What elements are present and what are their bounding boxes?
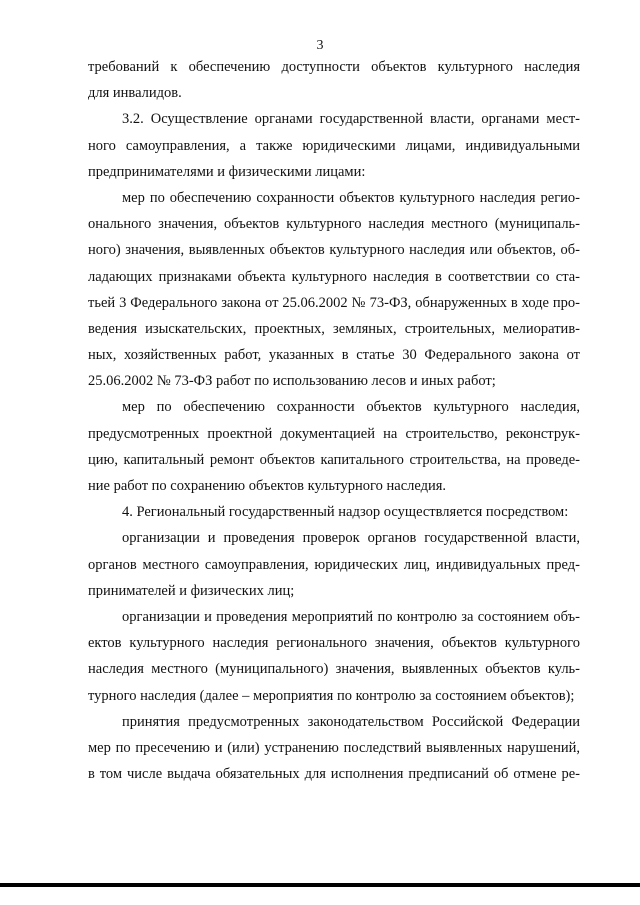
- text-line: 25.06.2002 № 73-ФЗ работ по использованию лесов и иных работ;: [88, 373, 496, 390]
- page-number: 3: [316, 38, 324, 53]
- text-line: организации и проведения мероприятий по контролю за состоянием объ-: [122, 608, 580, 625]
- text-line: 3.2. Осуществление органами государственной власти, органами мест-: [122, 111, 580, 128]
- text-line: принятия предусмотренных законодательством Российской Федерации: [122, 713, 580, 730]
- text-line: ного самоуправления, а также юридическими лицами, индивидуальными: [88, 137, 580, 154]
- text-line: ладающих признаками объекта культурного наследия в соответствии со ста-: [88, 268, 580, 285]
- text-line: требований к обеспечению доступности объектов культурного наследия: [88, 59, 580, 75]
- text-line: ние работ по сохранению объектов культурного наследия.: [88, 478, 447, 494]
- text-line: ного) значения, выявленных объектов культурного наследия или объектов, об-: [88, 242, 580, 259]
- text-line: организации и проведения проверок органов государственной власти,: [122, 530, 580, 547]
- text-line: ектов культурного наследия регионального значения, объектов культурного: [88, 635, 580, 652]
- text-line: предусмотренных проектной документацией на строительство, реконструк-: [88, 425, 580, 442]
- text-line: в том числе выдача обязательных для исполнения предписаний об отмене ре-: [88, 766, 580, 783]
- text-line: органов местного самоуправления, юридических лиц, индивидуальных пред-: [88, 556, 580, 573]
- text-line: тьей 3 Федерального закона от 25.06.2002 № 73-ФЗ, обнаруженных в ходе про-: [88, 294, 580, 311]
- text-line: 4. Региональный государственный надзор осуществляется посредством:: [122, 504, 569, 521]
- text-line: онального значения, объектов культурного наследия местного (муниципаль-: [88, 216, 580, 233]
- scan-edge-bar: [0, 883, 640, 887]
- text-line: цию, капитальный ремонт объектов капитального строительства, на проведе-: [88, 451, 580, 468]
- text-line: предпринимателями и физическими лицами:: [88, 163, 366, 180]
- text-line: мер по пресечению и (или) устранению последствий выявленных нарушений,: [88, 739, 580, 756]
- text-line: турного наследия (далее – мероприятия по контролю за состоянием объектов);: [88, 687, 575, 704]
- text-line: принимателей и физических лиц;: [88, 582, 295, 599]
- text-line: мер по обеспечению сохранности объектов культурного наследия регио-: [122, 189, 580, 206]
- text-line: для инвалидов.: [88, 85, 182, 102]
- text-line: ведения изыскательских, проектных, земляных, строительных, мелиоратив-: [88, 320, 580, 337]
- text-line: мер по обеспечению сохранности объектов культурного наследия,: [122, 399, 580, 416]
- document-body: [88, 54, 580, 787]
- text-line: ных, хозяйственных работ, указанных в статье 30 Федерального закона от: [88, 347, 580, 364]
- text-line: наследия местного (муниципального) значения, выявленных объектов куль-: [88, 661, 580, 678]
